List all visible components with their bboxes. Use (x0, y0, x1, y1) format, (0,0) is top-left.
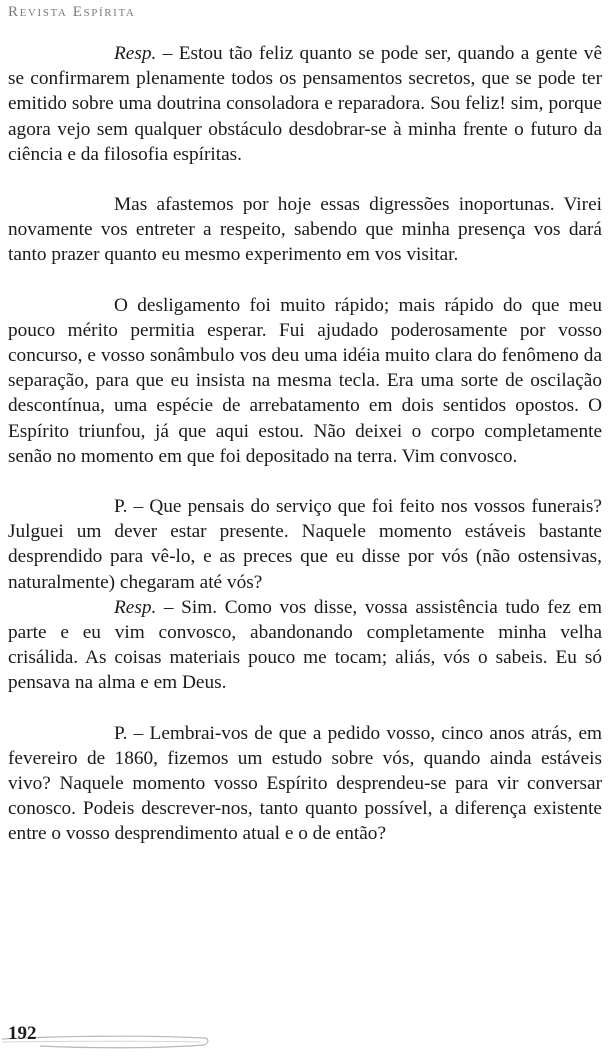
paragraph-text: P. – Que pensais do serviço que foi feito nos vossos funerais? Julguei um dever estar presente. Naquele momento estáveis bastante desprendido para vê-lo, e as preces que eu disse por vós (não ostensivas, naturalmente) chegaram até vós? (8, 496, 602, 593)
paragraph-separation (8, 293, 602, 469)
paragraph-answer-happiness (8, 41, 602, 167)
page-number: 192 (8, 1023, 37, 1044)
paragraph-text: – Sim. Como vos disse, vossa assistência tudo fez em parte e eu vim convosco, abandonando completamente minha velha crisálida. As coisas materiais pouco me tocam; aliás, vós o sabeis. Eu só pensava na alma e em Deus. (8, 596, 602, 694)
body-text (8, 41, 602, 847)
running-header: Revista Espírita (8, 4, 136, 20)
paragraph-text: – Estou tão feliz quanto se pode ser, quando a gente vê se confirmarem plenamente todos os pensamentos secretos, que se pode ter emitido sobre uma doutrina consoladora e reparadora. Sou feliz! sim, porque agora vejo sem qualquer obstáculo desdobrar-se à minha frente o futuro da ciência e da filosofia espíritas. (8, 43, 602, 165)
answer-lead: Resp. (114, 596, 157, 618)
paragraph-question-1860 (8, 721, 602, 847)
paragraph-answer-funeral (8, 595, 602, 696)
paragraph-text: Mas afastemos por hoje essas digressões inoportunas. Virei novamente vos entreter a respeito, sabendo que minha presença vos dará tanto prazer quanto eu mesmo experimento em vos visitar. (8, 194, 602, 266)
paragraph-question-funeral (8, 494, 602, 595)
paragraph-text: O desligamento foi muito rápido; mais rápido do que meu pouco mérito permitia esperar. Fui ajudado poderosamente por vosso concurso, e vosso sonâmbulo vos deu uma idéia muito clara do fenômeno da separação, para que eu insista na mesma tecla. Era uma sorte de oscilação descontínua, uma espécie de arrebatamento em dois sentidos opostos. O Espírito triunfou, já que aqui estou. Não deixei o corpo completamente senão no momento em que foi depositado na terra. Vim convosco. (8, 294, 602, 467)
answer-lead: Resp. (114, 43, 157, 64)
paragraph-text: P. – Lembrai-vos de que a pedido vosso, cinco anos atrás, em fevereiro de 1860, fizemos um estudo sobre vós, quando ainda estáveis vivo? Naquele momento vosso Espírito desprendeu-se para vir conversar conosco. Podeis descrever-nos, tanto quanto possível, a diferença existente entre o vosso desprendimento atual e o de então? (8, 722, 602, 845)
paragraph-digressions (8, 192, 602, 268)
